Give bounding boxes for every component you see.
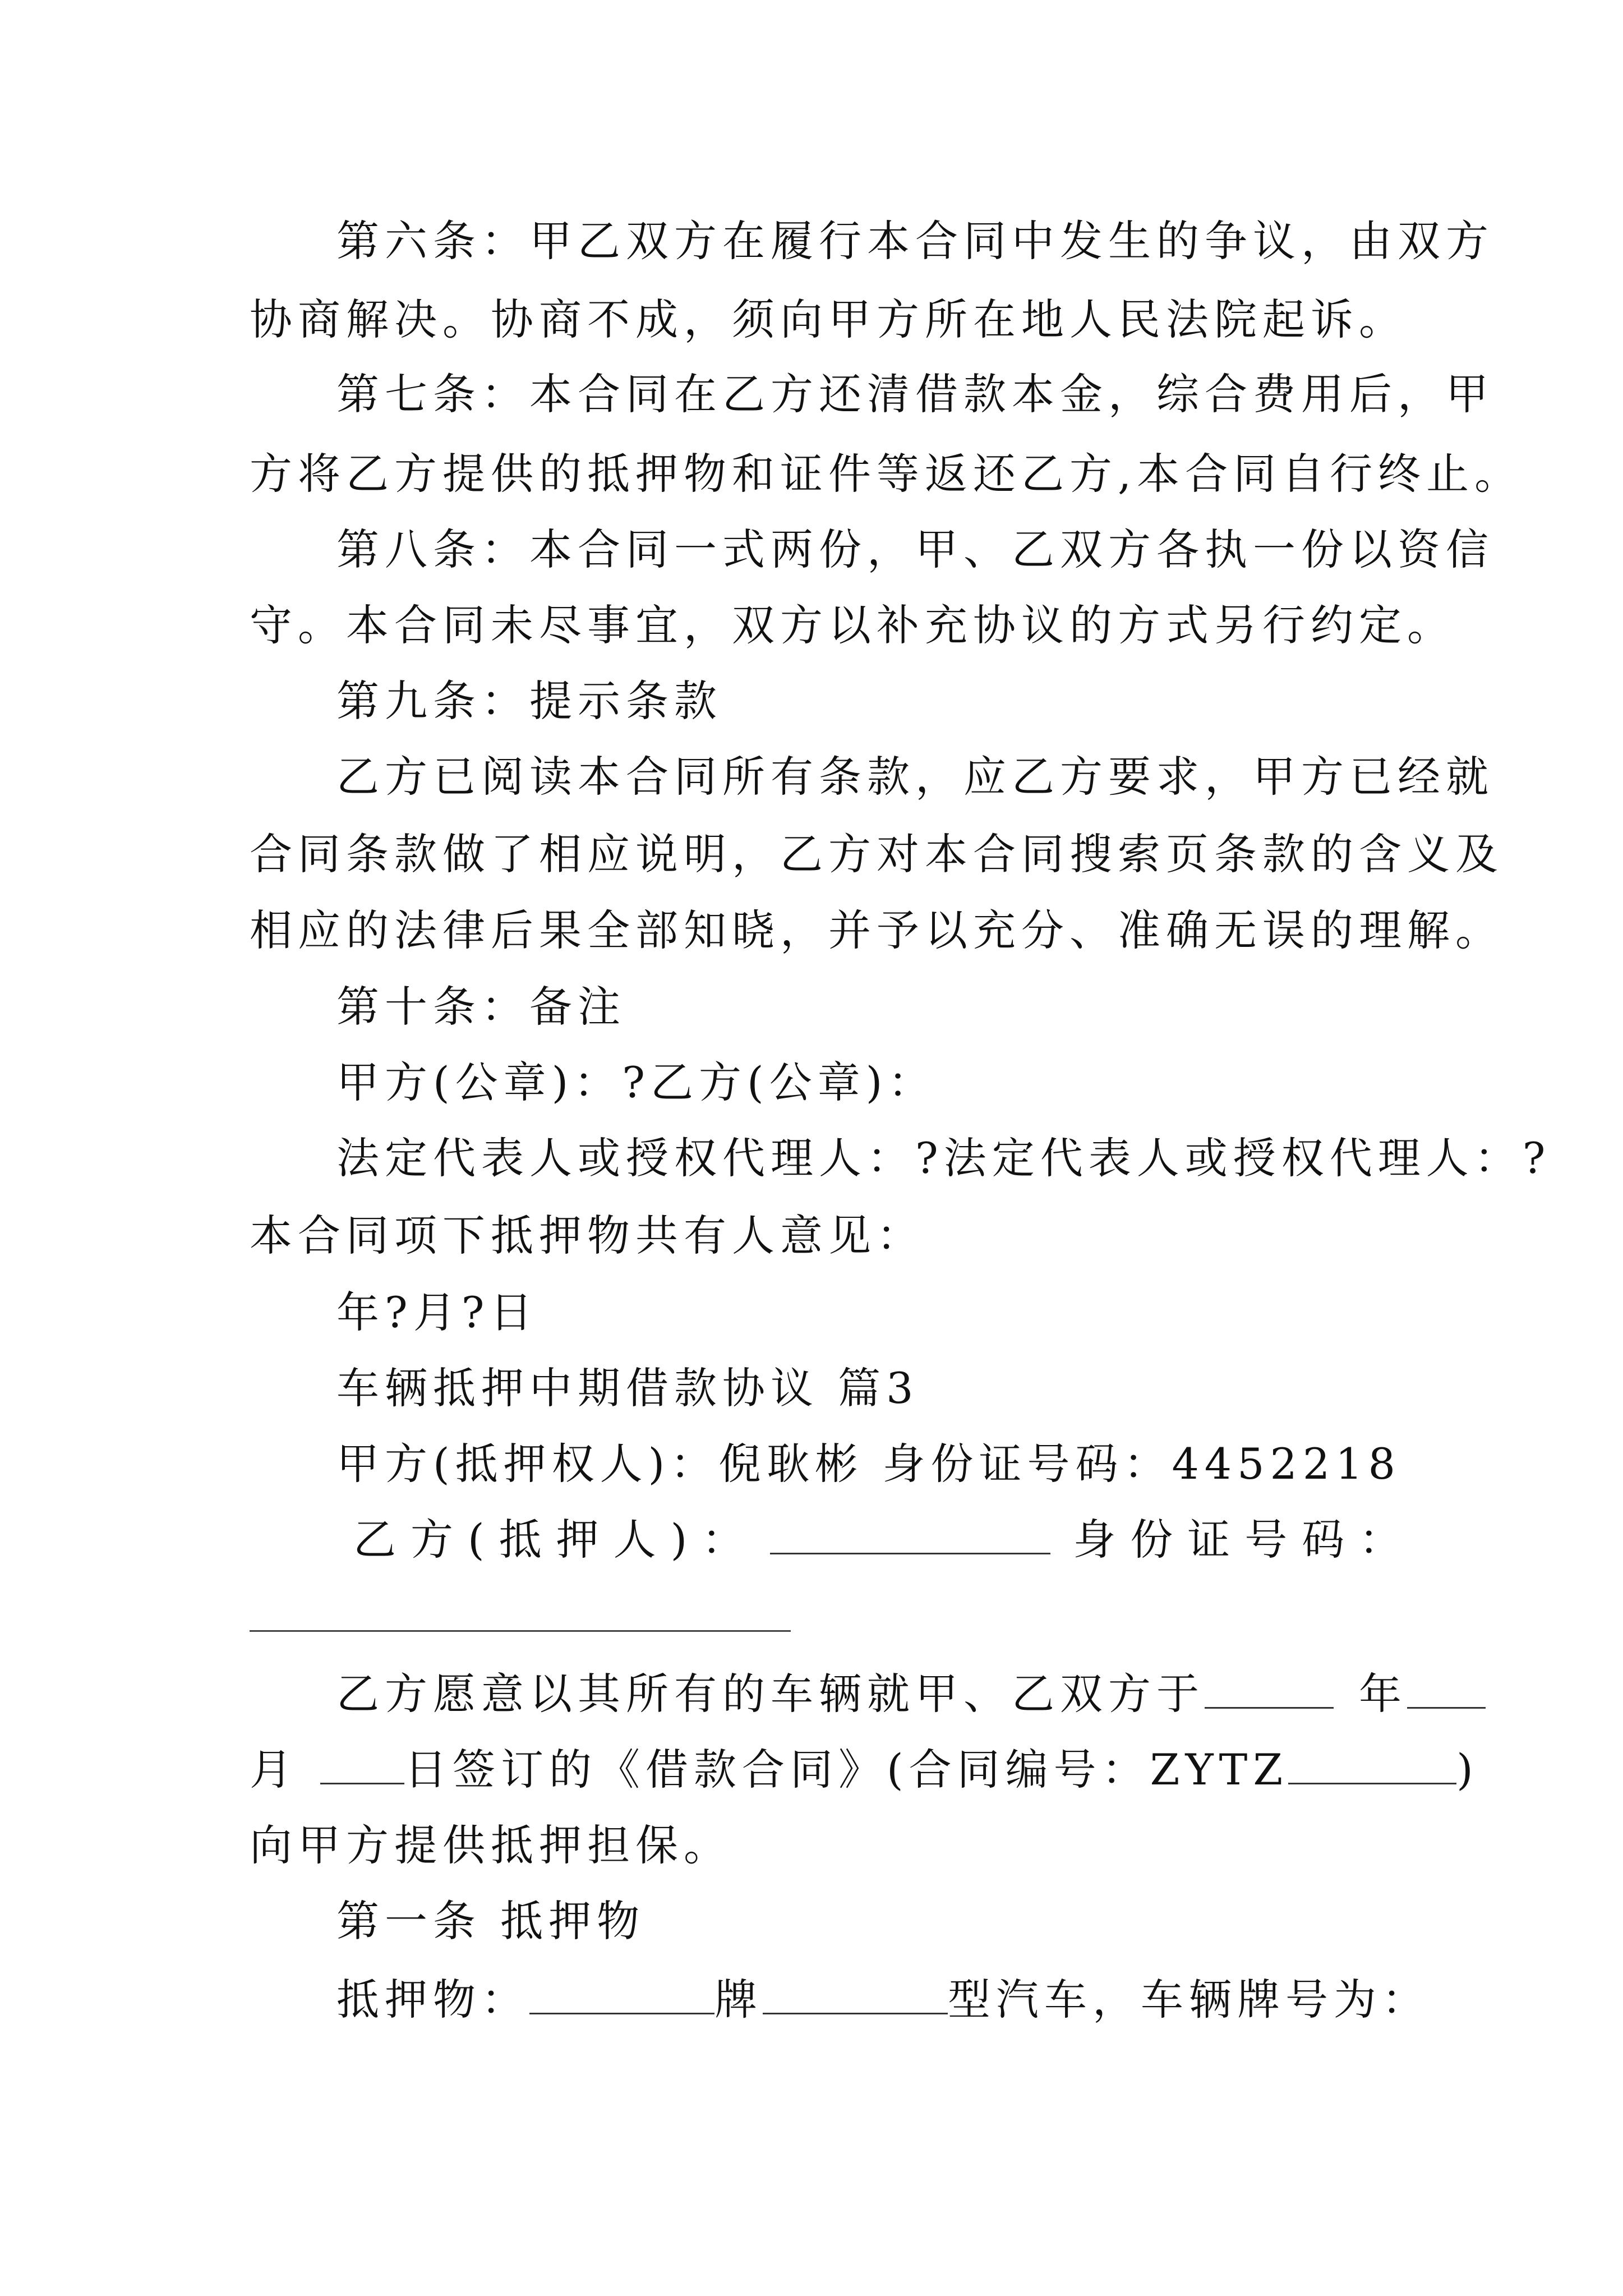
clause-9-text-line-1: 乙方已阅读本合同所有条款，应乙方要求，甲方已经就 — [336, 752, 1494, 802]
clause-6-line-1: 第六条：甲乙双方在履行本合同中发生的争议，由双方 — [336, 216, 1494, 266]
co-owner-opinion-line: 本合同项下抵押物共有人意见： — [250, 1211, 925, 1260]
year-blank — [1205, 1668, 1334, 1709]
seal-line: 甲方(公章)：?乙方(公章)： — [336, 1057, 937, 1107]
collateral-label: 抵押物： — [336, 1975, 529, 2024]
day-blank — [320, 1743, 404, 1784]
representative-line: 法定代表人或授权代理人：?法定代表人或授权代理人：? — [336, 1133, 1551, 1183]
clause-9-text-line-3: 相应的法律后果全部知晓，并予以充分、准确无误的理解。 — [250, 905, 1504, 955]
brand-label: 牌 — [714, 1975, 763, 2024]
id-number-blank-rule — [250, 1630, 791, 1632]
article-1-heading: 第一条 抵押物 — [336, 1896, 645, 1946]
month-label: 月 — [250, 1745, 298, 1795]
party-b-id-label: 身份证号码： — [1073, 1515, 1417, 1565]
month-blank — [1407, 1668, 1486, 1709]
collateral-line — [336, 1969, 1430, 2031]
party-b-name-blank — [770, 1513, 1050, 1554]
brand-blank — [529, 1973, 714, 2014]
intro-line-2-close: ) — [1456, 1745, 1479, 1795]
model-blank — [763, 1973, 948, 2014]
intro-line-1-text: 乙方愿意以其所有的车辆就甲、乙双方于 — [336, 1669, 1205, 1719]
party-b-line — [353, 1509, 1416, 1571]
clause-9-heading: 第九条：提示条款 — [336, 676, 722, 726]
intro-line-1 — [336, 1663, 1486, 1725]
intro-line-2 — [250, 1739, 1479, 1801]
party-a-line: 甲方(抵押权人)：倪耿彬 身份证号码：4452218 — [336, 1439, 1401, 1489]
contract-number-blank — [1288, 1743, 1456, 1784]
clause-9-text-line-2: 合同条款做了相应说明，乙方对本合同搜索页条款的含义及 — [250, 829, 1504, 879]
clause-6-line-2: 协商解决。协商不成，须向甲方所在地人民法院起诉。 — [250, 295, 1407, 344]
date-line: 年?月?日 — [336, 1287, 538, 1337]
clause-10-heading: 第十条：备注 — [336, 982, 626, 1032]
intro-line-2-text: 日签订的《借款合同》(合同编号：ZYTZ — [404, 1745, 1289, 1795]
clause-8-line-2: 守。本合同未尽事宜，双方以补充协议的方式另行约定。 — [250, 600, 1455, 650]
clause-8-line-1: 第八条：本合同一式两份，甲、乙双方各执一份以资信 — [336, 524, 1494, 574]
agreement-title: 车辆抵押中期借款协议 篇3 — [336, 1363, 919, 1413]
model-label: 型汽车，车辆牌号为： — [948, 1975, 1430, 2024]
clause-7-line-2: 方将乙方提供的抵押物和证件等返还乙方,本合同自行终止。 — [250, 449, 1523, 499]
year-label: 年 — [1359, 1669, 1407, 1719]
clause-7-line-1: 第七条：本合同在乙方还清借款本金，综合费用后，甲 — [336, 369, 1494, 419]
intro-line-3: 向甲方提供抵押担保。 — [250, 1820, 732, 1870]
party-b-label: 乙方(抵押人)： — [353, 1515, 759, 1565]
